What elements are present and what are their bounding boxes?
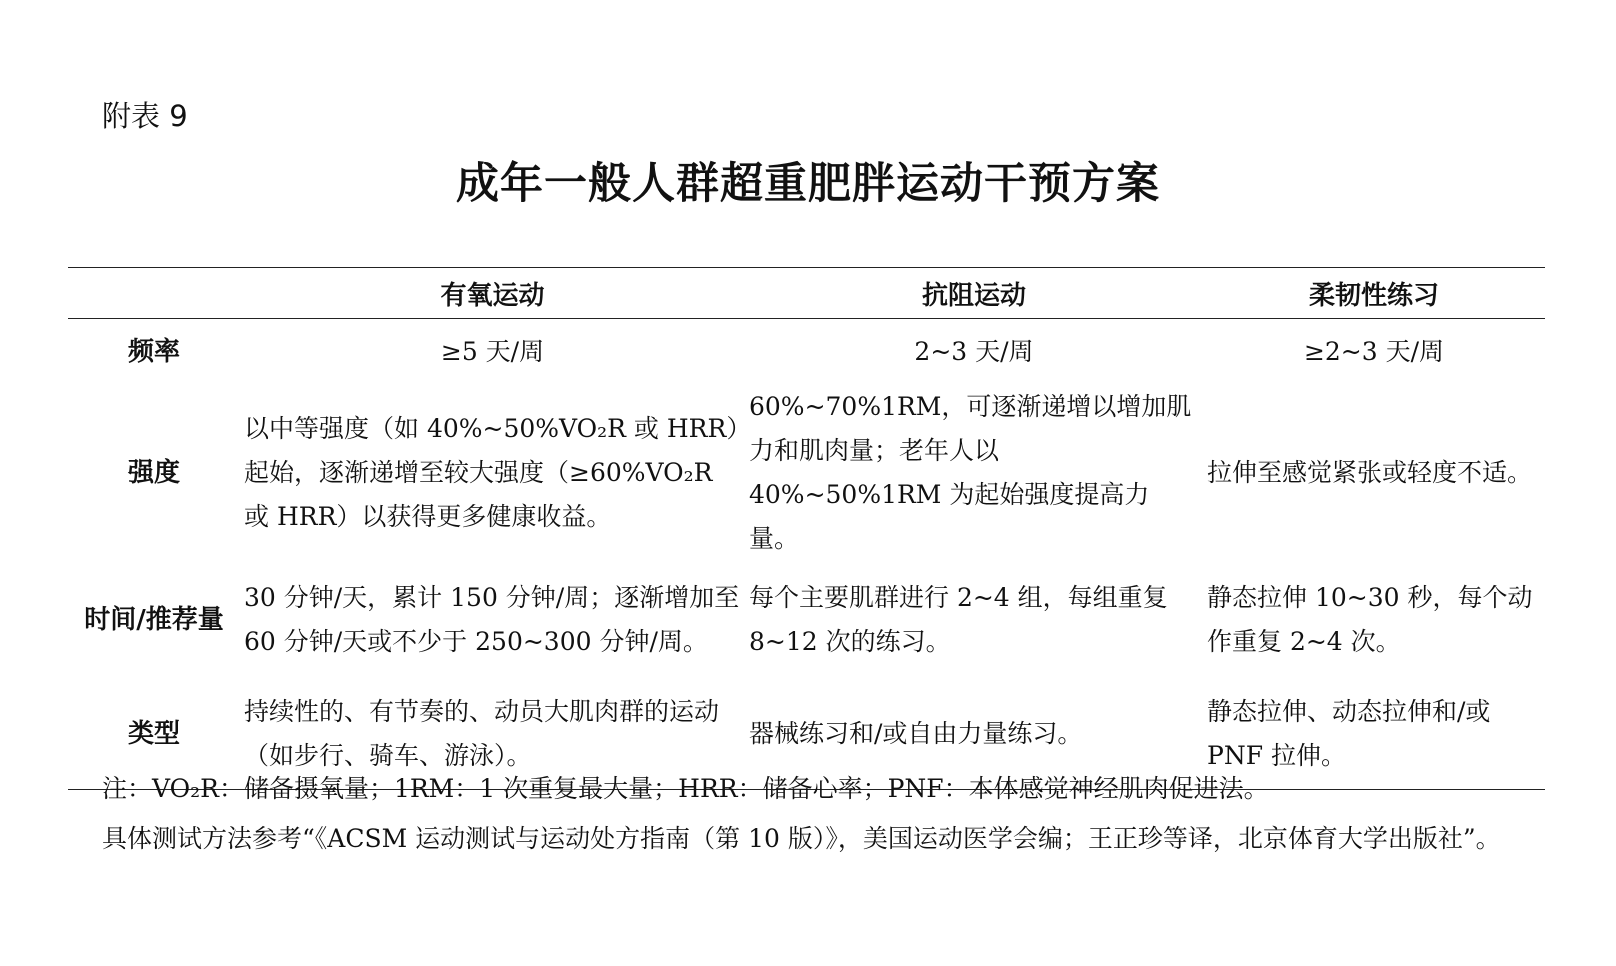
note-abbreviations: 注：VO₂R：储备摄氧量；1RM：1 次重复最大量；HRR：储备心率；PNF：本体感觉神经肌肉促进法。 xyxy=(102,774,1269,803)
row-label-intensity: 强度 xyxy=(127,458,180,488)
cell-resistance-intensity: 60%~70%1RM，可逐渐递增以增加肌力和肌肉量；老年人以 40%~50%1RM 为起始强度提高力量。 xyxy=(749,392,1192,553)
cell-aerobic-frequency: ≥5 天/周 xyxy=(440,337,545,366)
appendix-label: 附表 9 xyxy=(102,99,188,133)
header-aerobic: 有氧运动 xyxy=(240,268,745,319)
cell-flexibility-time: 静态拉伸 10~30 秒，每个动作重复 2~4 次。 xyxy=(1207,583,1533,656)
cell-aerobic-type: 持续性的、有节奏的、动员大肌肉群的运动（如步行、骑车、游泳）。 xyxy=(240,679,745,790)
cell-aerobic-time: 30 分钟/天，累计 150 分钟/周；逐渐增加至 60 分钟/天或不少于 250~300 分钟/周。 xyxy=(244,583,740,656)
cell-flexibility-type: 静态拉伸、动态拉伸和/或 PNF 拉伸。 xyxy=(1203,679,1545,790)
cell-aerobic-intensity: 以中等强度（如 40%~50%VO₂R 或 HRR）起始，逐渐递增至较大强度（≥60%VO₂R 或 HRR）以获得更多健康收益。 xyxy=(244,414,739,531)
exercise-plan-table xyxy=(68,267,1545,790)
table-notes xyxy=(102,764,1532,864)
row-label-frequency: 频率 xyxy=(127,337,180,367)
header-blank xyxy=(68,268,240,319)
cell-flexibility-frequency: ≥2~3 天/周 xyxy=(1303,337,1445,366)
document-title: 成年一般人群超重肥胖运动干预方案 xyxy=(456,159,1160,209)
table-row xyxy=(68,319,1545,386)
cell-flexibility-intensity: 拉伸至感觉紧张或轻度不适。 xyxy=(1207,458,1533,487)
note-reference: 具体测试方法参考“《ACSM 运动测试与运动处方指南（第 10 版）》，美国运动医学会编；王正珍等译，北京体育大学出版社”。 xyxy=(102,824,1501,853)
cell-resistance-type: 器械练习和/或自由力量练习。 xyxy=(745,679,1203,790)
table-row xyxy=(68,561,1545,679)
table-row xyxy=(68,385,1545,561)
table-header-row xyxy=(68,268,1545,319)
header-flexibility: 柔韧性练习 xyxy=(1203,268,1545,319)
row-label-time: 时间/推荐量 xyxy=(84,605,224,635)
cell-resistance-frequency: 2~3 天/周 xyxy=(914,337,1034,366)
row-label-type: 类型 xyxy=(68,679,240,790)
header-resistance: 抗阻运动 xyxy=(745,268,1203,319)
cell-resistance-time: 每个主要肌群进行 2~4 组，每组重复 8~12 次的练习。 xyxy=(749,583,1168,656)
